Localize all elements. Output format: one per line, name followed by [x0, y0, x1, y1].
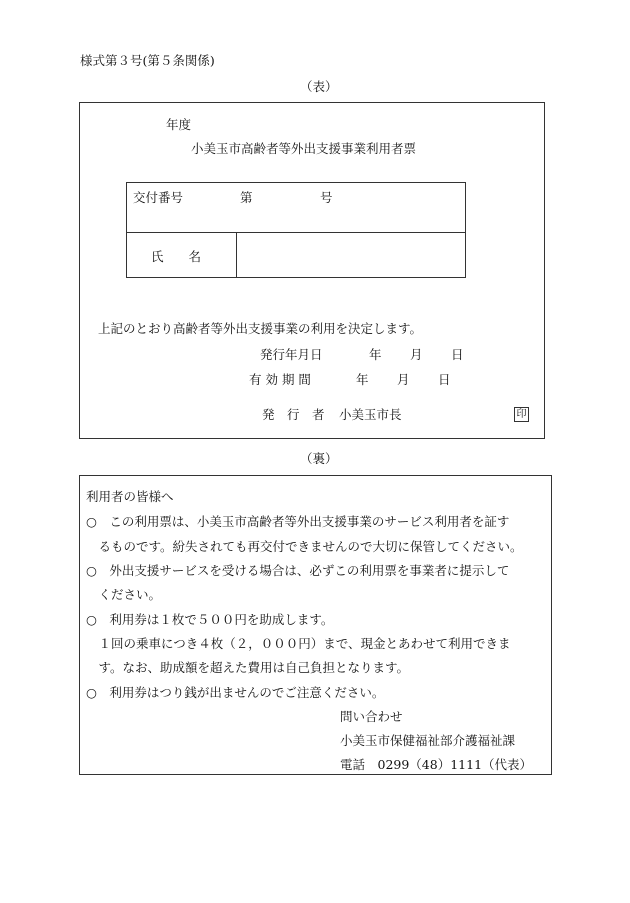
back-line-4: ください。: [86, 587, 162, 602]
valid-period-month: 月: [397, 372, 410, 387]
issue-number-dai: 第: [240, 190, 253, 205]
decision-text: 上記のとおり高齢者等外出支援事業の利用を決定します。: [98, 321, 423, 336]
back-line-6: １回の乗車につき４枚（２，０００円）まで、現金とあわせて利用できま: [86, 636, 511, 651]
front-section-label: （表）: [300, 79, 338, 94]
issue-date-year: 年: [369, 347, 382, 362]
valid-period-day: 日: [438, 372, 451, 387]
back-greeting: 利用者の皆様へ: [86, 489, 174, 504]
back-line-5: ○ 利用券は１枚で５００円を助成します。: [86, 612, 334, 627]
issue-number-go: 号: [320, 190, 333, 205]
front-card: [79, 102, 545, 439]
back-line-7: す。なお、助成額を超えた費用は自己負担となります。: [86, 660, 410, 675]
contact-phone: 電話 0299（48）1111（代表）: [340, 757, 533, 772]
valid-period-label: 有 効 期 間: [249, 372, 311, 387]
contact-department: 小美玉市保健福祉部介護福祉課: [340, 733, 516, 748]
back-line-8: ○ 利用券はつり銭が出ませんのでご注意ください。: [86, 685, 385, 700]
table-divider: [127, 232, 465, 233]
issue-name-table: [126, 182, 466, 278]
issue-date-month: 月: [410, 347, 423, 362]
issue-date-label: 発行年月日: [260, 347, 323, 362]
back-line-2: るものです。紛失されても再交付できませんので大切に保管してください。: [86, 539, 523, 554]
seal-mark: [514, 405, 529, 422]
contact-heading: 問い合わせ: [340, 709, 403, 724]
name-label: 氏 名: [151, 249, 202, 264]
form-number: 様式第３号(第５条関係): [80, 53, 215, 68]
back-line-3: ○ 外出支援サービスを受ける場合は、必ずこの利用票を事業者に提示して: [86, 563, 510, 578]
fiscal-year-label: 年度: [166, 117, 192, 132]
issue-number-label: 交付番号: [133, 190, 184, 205]
ticket-title: 小美玉市高齢者等外出支援事業利用者票: [191, 141, 417, 156]
seal-stamp: 印: [514, 407, 529, 422]
back-line-1: ○ この利用票は、小美玉市高齢者等外出支援事業のサービス利用者を証す: [86, 514, 510, 529]
valid-period-year: 年: [356, 372, 369, 387]
issuer-label: 発 行 者: [262, 407, 325, 422]
name-cell-divider: [236, 232, 237, 277]
back-section-label: （裏）: [300, 451, 338, 466]
issuer-name: 小美玉市長: [339, 407, 402, 422]
name-field[interactable]: [238, 234, 462, 275]
issue-date-day: 日: [451, 347, 464, 362]
